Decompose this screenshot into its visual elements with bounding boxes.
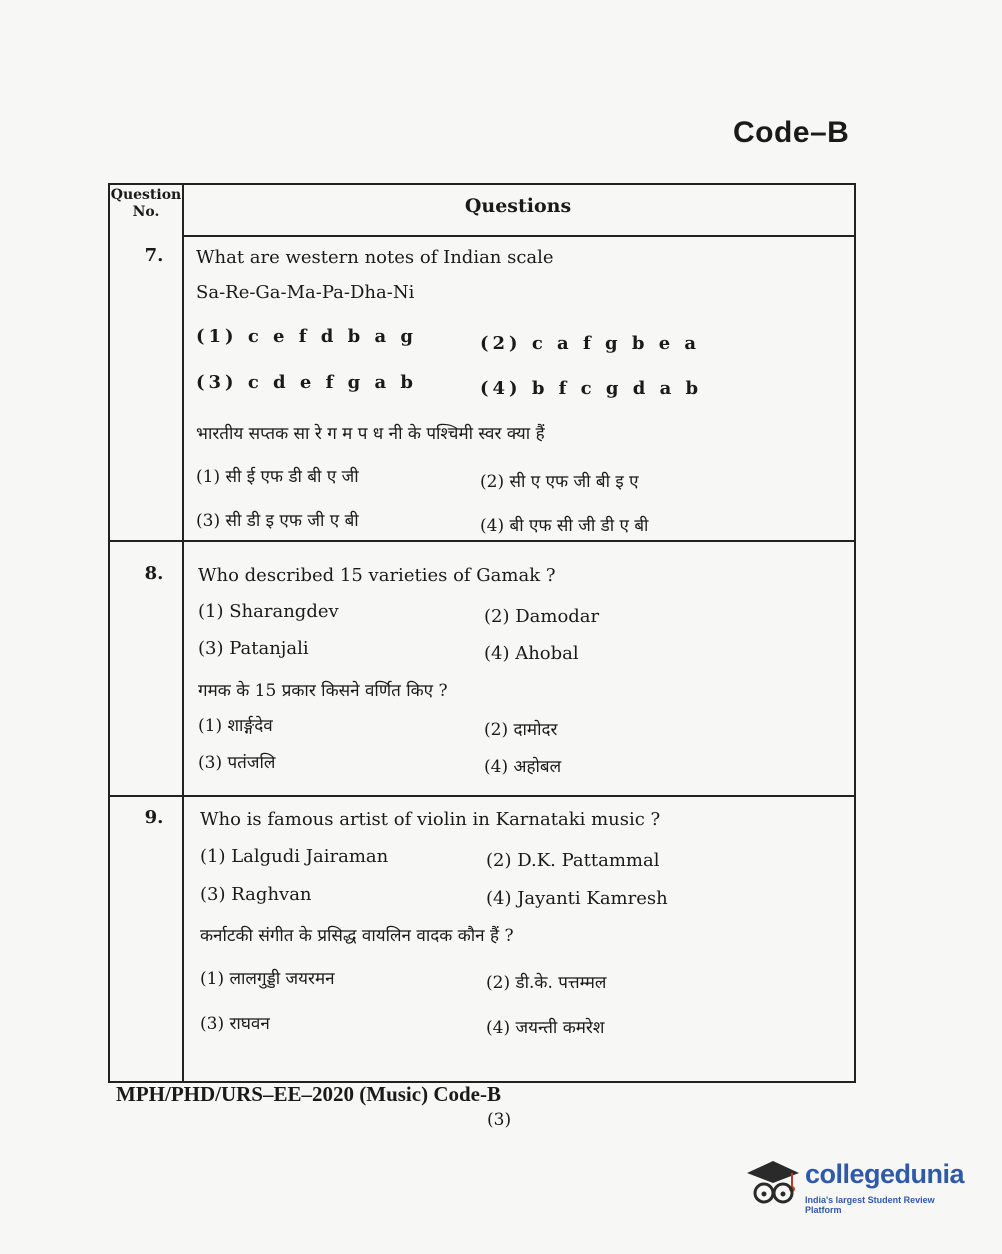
exam-footer: MPH/PHD/URS–EE–2020 (Music) Code-B [116,1082,501,1106]
option-3: (3) c d e f g a b [196,372,417,393]
question-number: 7. [144,245,164,266]
option-1: (1) c e f d b a g [196,326,417,347]
option-4: (4) Ahobal [484,643,579,664]
question-text-hi: गमक के 15 प्रकार किसने वर्णित किए ? [198,681,448,701]
question-text-hi: कर्नाटकी संगीत के प्रसिद्ध वायलिन वादक कौन हैं ? [200,926,514,946]
logo-tagline: India's largest Student Review Platform [805,1195,935,1215]
option-4-hi: (4) जयन्ती कमरेश [486,1018,605,1038]
option-3: (3) Patanjali [198,638,309,659]
option-1-hi: (1) शार्ङ्गदेव [198,716,273,736]
column-header-question-no: Question No. [110,187,182,220]
question-text-hi: भारतीय सप्तक सा रे ग म प ध नी के पश्चिमी स्वर क्या हैं [196,424,545,444]
question-text-en: What are western notes of Indian scale [196,247,554,268]
option-3-hi: (3) राघवन [200,1014,270,1034]
option-4: (4) b f c g d a b [480,378,703,399]
collegedunia-watermark [743,1153,973,1213]
question-number: 9. [144,807,164,828]
option-4: (4) Jayanti Kamresh [486,888,668,909]
option-1-hi: (1) लालगुड्डी जयरमन [200,969,335,989]
question-text-en: Who described 15 varieties of Gamak ? [198,565,556,586]
option-1: (1) Lalgudi Jairaman [200,846,389,867]
option-4-hi: (4) बी एफ सी जी डी ए बी [480,516,649,536]
option-3: (3) Raghvan [200,884,312,905]
logo-mascot-icon [743,1153,801,1211]
question-text-en: Who is famous artist of violin in Karnataki music ? [200,809,661,830]
option-1-hi: (1) सी ई एफ डी बी ए जी [196,467,359,487]
option-3-hi: (3) सी डी इ एफ जी ए बी [196,511,359,531]
paper-code: Code–B [733,116,850,149]
question-text-en-line2: Sa-Re-Ga-Ma-Pa-Dha-Ni [196,282,415,303]
logo-name: collegedunia [805,1159,965,1189]
questions-table [108,183,856,1083]
column-header-questions: Questions [464,195,572,217]
option-2: (2) Damodar [484,606,600,627]
option-2-hi: (2) डी.के. पत्तम्मल [486,973,607,993]
option-2: (2) D.K. Pattammal [486,850,660,871]
page-number: (3) [487,1110,512,1130]
option-3-hi: (3) पतंजलि [198,753,276,773]
option-2: (2) c a f g b e a [480,333,701,354]
option-1: (1) Sharangdev [198,601,339,622]
option-2-hi: (2) सी ए एफ जी बी इ ए [480,472,639,492]
question-number: 8. [144,563,164,584]
option-4-hi: (4) अहोबल [484,757,562,777]
option-2-hi: (2) दामोदर [484,720,558,740]
